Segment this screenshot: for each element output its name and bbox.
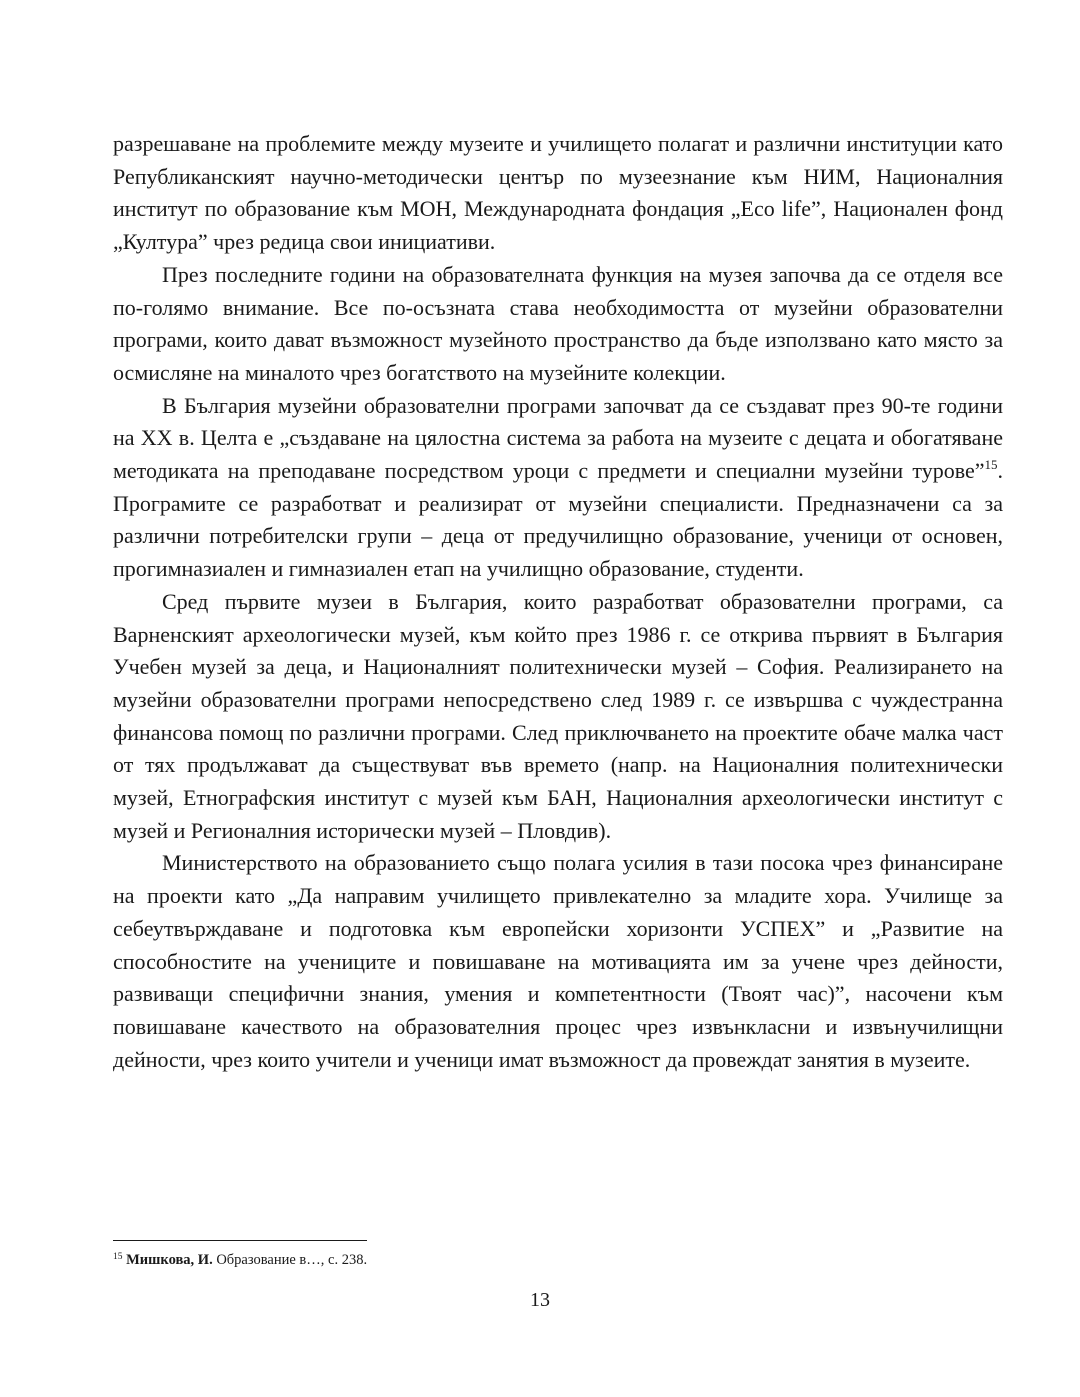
page-body: [113, 128, 1003, 1076]
paragraph-5: Министерството на образованието също полага усилия в тази посока чрез финансиране на проекти като „Да направим училището привлекателно за младите хора. Училище за себеутвърждаване и подготовка към европейски хоризонти УСПЕХ” и „Развитие на способностите на учениците и повишаване на мотивацията им за учене чрез дейности, развиващи специфични знания, умения и компетентности (Твоят час)”, насочени към повишаване качеството на образователния процес чрез извънкласни и извънучилищни дейности, чрез които учители и ученици имат възможност да провеждат занятия в музеите.: [113, 850, 1003, 1072]
paragraph-3: [113, 390, 1003, 586]
paragraph-2: През последните години на образователната функция на музея започва да се отделя все по-голямо внимание. Все по-осъзната става необходимостта от музейни образователни програми, които дават възможност музейното пространство да бъде използвано като място за осмисляне на миналото чрез богатството на музейните колекции.: [113, 261, 1003, 385]
paragraph-1: разрешаване на проблемите между музеите и училището полагат и различни институции като Републиканският научно-методически център по музеезнание към НИМ, Националния институт по образование към МОН, Международната фондация „Eco life”, Национален фонд „Култура” чрез редица свои инициативи.: [113, 131, 1003, 255]
paragraph-3-rest: Програмите се разработват и реализират от музейни специалисти. Предназначени са за различни потребителски групи – деца от предучилищно образование, ученици от основен, прогимназиален и гимназиален етап на училищно образование, студенти.: [113, 490, 1003, 582]
footnote-separator: [113, 1240, 367, 1241]
footnote-text: Образование в…, с. 238.: [212, 1252, 368, 1268]
footnote-number: 15: [113, 1252, 123, 1262]
footnote-author: Мишкова, И.: [126, 1252, 213, 1268]
footnote-reference-15[interactable]: 15: [984, 457, 998, 473]
footnote-15: [113, 1250, 1003, 1270]
paragraph-3-lead: В България музейни образователни програми започват да се създават през 90-те години на XX в. Целта е „създаване на цялостна система за работа на музеите с децата и обогатяване методиката на преподаване посредством уроци с предмети и специални музейни турове”: [113, 392, 1003, 484]
paragraph-4: Сред първите музеи в България, които разработват образователни програми, са Варненският археологически музей, към който през 1986 г. се открива първият в България Учебен музей за деца, и Националният политехнически музей – София. Реализирането на музейни образователни програми непосредствено след 1989 г. се извършва с чуждестранна финансова помощ по различни програми. След приключването на проектите обаче малка част от тях продължават да съществуват във времето (напр. на Националния политехнически музей, Етнографския институт с музей към БАН, Националния археологически институт с музей и Регионалния исторически музей – Пловдив).: [113, 588, 1003, 843]
page-number: 13: [530, 1289, 550, 1311]
paragraph-3-trail: .: [997, 458, 1003, 484]
